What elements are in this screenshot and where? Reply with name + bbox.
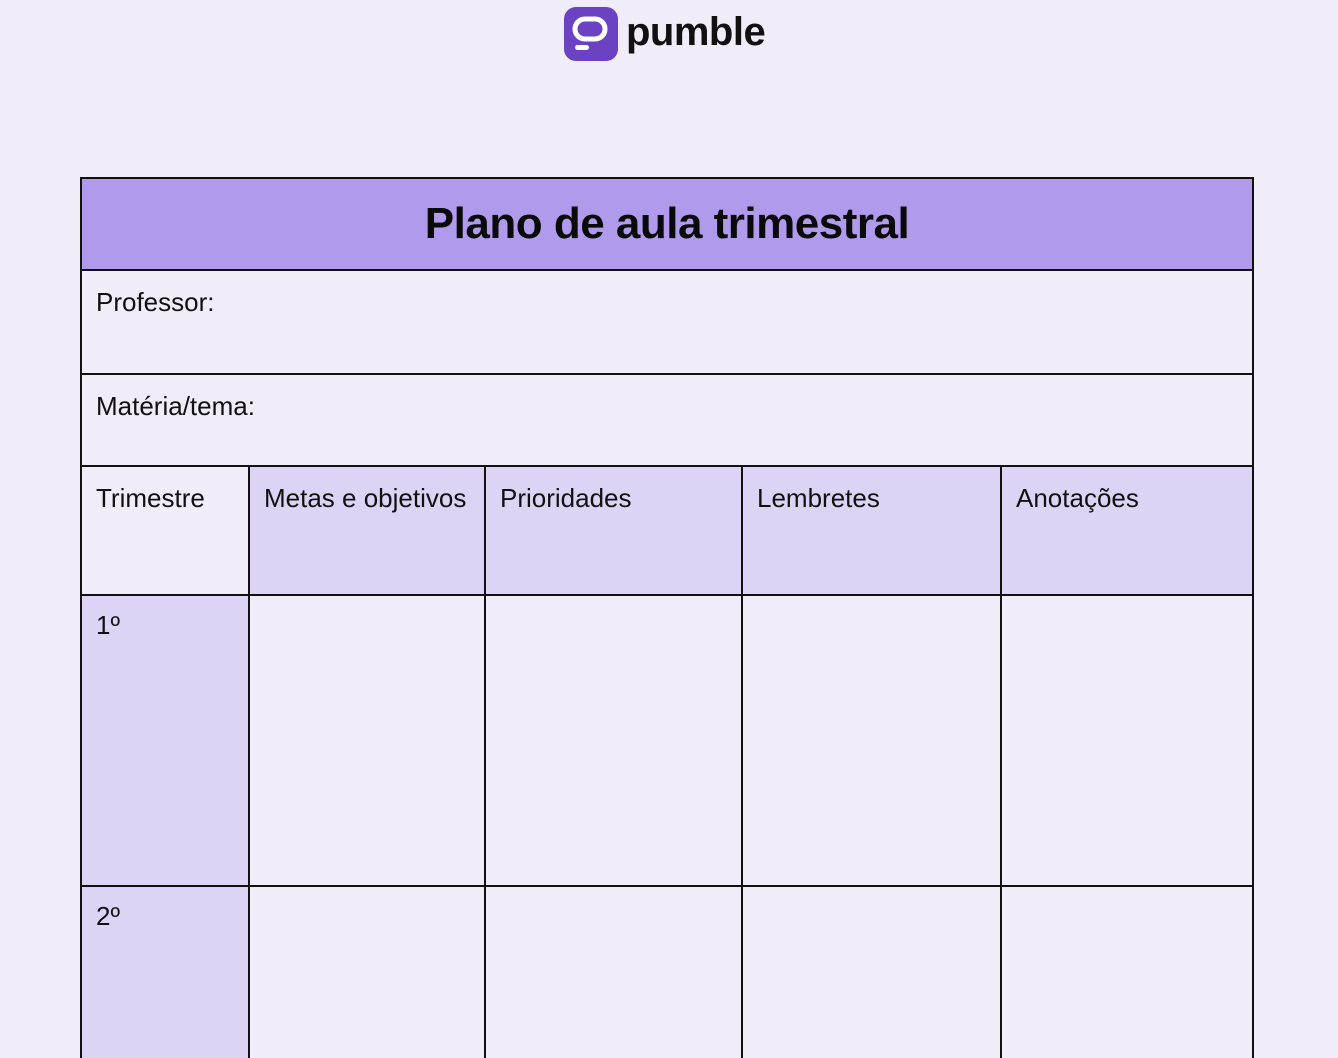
professor-row [81,270,1253,374]
prioridades-cell[interactable] [485,595,742,886]
prioridades-cell[interactable] [485,886,742,1058]
lembretes-cell[interactable] [742,886,1001,1058]
column-header-metas: Metas e objetivos [249,466,485,595]
materia-row [81,374,1253,466]
lembretes-cell[interactable] [742,595,1001,886]
professor-field[interactable]: Professor: [81,270,1253,374]
column-header-prioridades: Prioridades [485,466,742,595]
quarter-label: 1º [81,595,249,886]
table-row [81,886,1253,1058]
anotacoes-cell[interactable] [1001,595,1253,886]
pumble-logo [564,7,765,61]
title-row [81,178,1253,270]
materia-field[interactable]: Matéria/tema: [81,374,1253,466]
column-header-trimestre: Trimestre [81,466,249,595]
column-header-row [81,466,1253,595]
lesson-plan-table [80,177,1254,1058]
anotacoes-cell[interactable] [1001,886,1253,1058]
table-row [81,595,1253,886]
metas-cell[interactable] [249,886,485,1058]
metas-cell[interactable] [249,595,485,886]
column-header-lembretes: Lembretes [742,466,1001,595]
pumble-wordmark: pumble [626,10,766,54]
quarter-label: 2º [81,886,249,1058]
pumble-logo-icon [564,7,618,61]
column-header-anotacoes: Anotações [1001,466,1253,595]
plan-title: Plano de aula trimestral [81,178,1253,270]
